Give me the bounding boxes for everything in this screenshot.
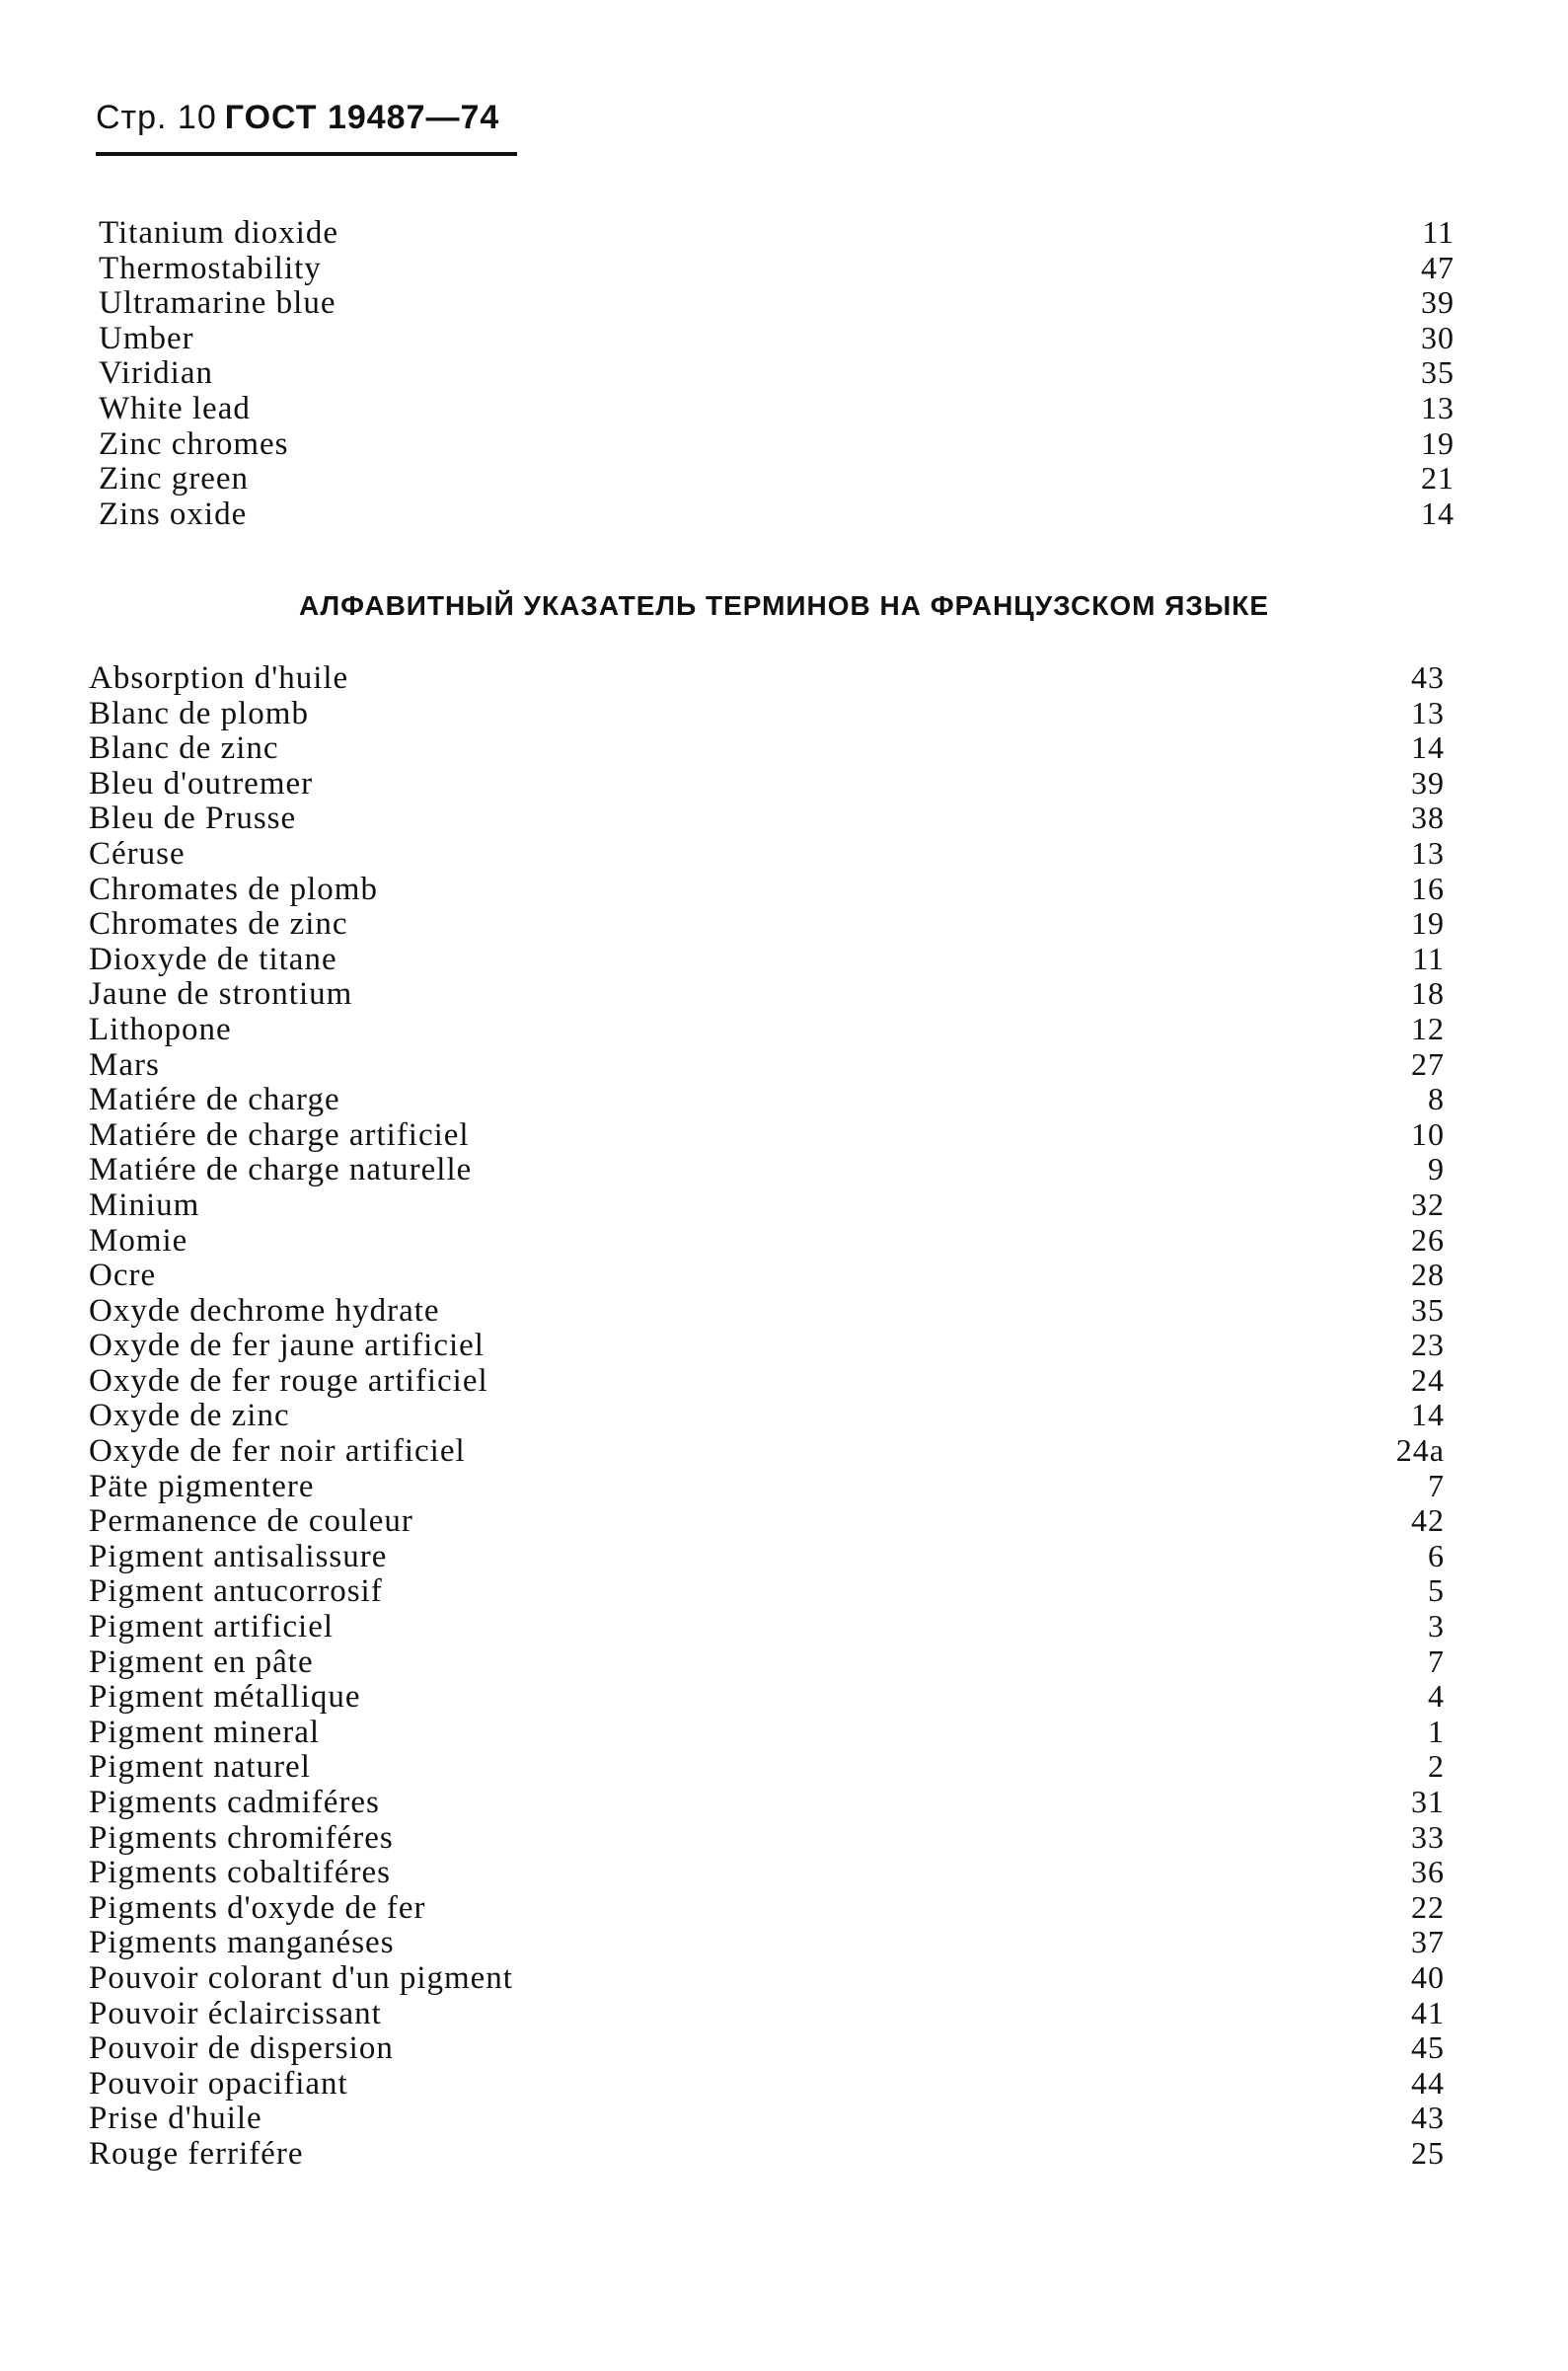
index-term: Pigment en pâte xyxy=(89,1644,314,1680)
index-number: 14 xyxy=(1421,495,1455,531)
index-number: 39 xyxy=(1421,284,1455,321)
index-term: Absorption d'huile xyxy=(89,660,349,696)
index-entry xyxy=(99,426,1455,462)
index-term: Oxyde de fer jaune artificiel xyxy=(89,1328,485,1364)
index-entry xyxy=(99,321,1455,356)
index-number: 6 xyxy=(1428,1537,1445,1573)
index-number: 8 xyxy=(1428,1081,1445,1117)
index-entry xyxy=(89,976,1445,1012)
index-term: Jaune de strontium xyxy=(89,976,353,1013)
index-number: 35 xyxy=(1411,1291,1445,1328)
index-term: Pigment antucorrosif xyxy=(89,1573,383,1610)
index-entry xyxy=(89,1644,1445,1680)
index-term: Pigment artificiel xyxy=(89,1609,335,1645)
index-number: 19 xyxy=(1421,424,1455,461)
index-number: 40 xyxy=(1411,1958,1445,1995)
index-number: 11 xyxy=(1422,214,1455,250)
index-number: 25 xyxy=(1411,2134,1445,2171)
index-number: 2 xyxy=(1428,1748,1445,1785)
index-number: 41 xyxy=(1411,1994,1445,2030)
index-number: 13 xyxy=(1411,834,1445,871)
index-entry xyxy=(89,1539,1445,1574)
index-term: Chromates de zinc xyxy=(89,906,348,943)
english-index-list xyxy=(99,215,1455,531)
index-entry xyxy=(89,1293,1445,1329)
index-term: Dioxyde de titane xyxy=(89,941,337,977)
index-entry xyxy=(89,1820,1445,1856)
index-term: Umber xyxy=(99,320,194,356)
index-term: Pigments cadmiféres xyxy=(89,1785,380,1820)
index-term: Oxyde de fer rouge artificiel xyxy=(89,1362,488,1399)
running-head xyxy=(96,99,499,137)
index-number: 14 xyxy=(1411,1397,1445,1433)
index-number: 24 xyxy=(1411,1361,1445,1398)
index-entry xyxy=(89,1469,1445,1504)
index-entry xyxy=(99,355,1455,391)
index-term: Pigment métallique xyxy=(89,1679,361,1716)
index-entry xyxy=(89,1679,1445,1715)
index-entry xyxy=(89,1715,1445,1750)
index-term: Zins oxide xyxy=(99,496,248,532)
index-entry xyxy=(89,1328,1445,1363)
index-number: 30 xyxy=(1421,319,1455,355)
index-number: 44 xyxy=(1411,2064,1445,2101)
index-entry xyxy=(89,1609,1445,1644)
index-entry xyxy=(89,1258,1445,1293)
index-entry xyxy=(89,1187,1445,1223)
index-entry xyxy=(89,1433,1445,1469)
index-term: Zinc chromes xyxy=(99,425,289,462)
index-term: Matiére de charge naturelle xyxy=(89,1152,473,1188)
index-number: 45 xyxy=(1411,2029,1445,2066)
index-entry xyxy=(89,1785,1445,1820)
index-term: Blanc de zinc xyxy=(89,730,279,767)
index-term: Oxyde dechrome hydrate xyxy=(89,1292,440,1329)
index-number: 43 xyxy=(1411,2100,1445,2136)
index-number: 5 xyxy=(1428,1572,1445,1609)
index-term: Oxyde de fer noir artificiel xyxy=(89,1433,466,1470)
index-term: Ultramarine blue xyxy=(99,285,336,322)
header-rule xyxy=(96,152,517,156)
index-entry xyxy=(89,1223,1445,1259)
index-number: 11 xyxy=(1412,940,1445,976)
index-number: 13 xyxy=(1421,389,1455,425)
index-number: 42 xyxy=(1411,1502,1445,1539)
index-entry xyxy=(89,696,1445,731)
index-term: Ocre xyxy=(89,1258,157,1294)
index-number: 18 xyxy=(1411,975,1445,1012)
index-number: 16 xyxy=(1411,870,1445,906)
index-entry xyxy=(89,906,1445,942)
index-number: 14 xyxy=(1411,729,1445,766)
index-entry xyxy=(89,766,1445,802)
index-number: 37 xyxy=(1411,1924,1445,1960)
index-entry xyxy=(89,1573,1445,1609)
index-entry xyxy=(89,1012,1445,1047)
index-entry xyxy=(89,1749,1445,1785)
index-term: Mars xyxy=(89,1046,160,1083)
index-term: White lead xyxy=(99,390,251,426)
index-term: Blanc de plomb xyxy=(89,695,309,731)
index-entry xyxy=(89,1363,1445,1399)
index-number: 3 xyxy=(1428,1608,1445,1644)
index-number: 43 xyxy=(1411,659,1445,695)
index-term: Pouvoir éclaircissant xyxy=(89,1995,382,2031)
index-term: Minium xyxy=(89,1186,200,1223)
index-number: 38 xyxy=(1411,800,1445,836)
index-term: Pigment antisalissure xyxy=(89,1538,388,1574)
index-entry xyxy=(89,1890,1445,1926)
index-term: Bleu d'outremer xyxy=(89,765,314,802)
index-entry xyxy=(99,461,1455,497)
index-term: Pigment mineral xyxy=(89,1714,321,1750)
index-entry xyxy=(89,942,1445,977)
index-term: Pigment naturel xyxy=(89,1749,311,1786)
standard-number: ГОСТ 19487—74 xyxy=(224,99,500,136)
index-term: Chromates de plomb xyxy=(89,871,378,907)
index-term: Pigments manganéses xyxy=(89,1925,395,1961)
index-number: 23 xyxy=(1411,1327,1445,1363)
index-number: 47 xyxy=(1421,249,1455,285)
index-entry xyxy=(99,497,1455,532)
index-number: 1 xyxy=(1428,1713,1445,1749)
index-entry xyxy=(89,1398,1445,1433)
index-number: 31 xyxy=(1411,1784,1445,1819)
index-number: 35 xyxy=(1421,354,1455,391)
index-term: Viridian xyxy=(99,355,213,392)
index-entry xyxy=(89,2066,1445,2102)
index-entry xyxy=(89,872,1445,907)
index-entry xyxy=(89,801,1445,836)
index-number: 7 xyxy=(1428,1467,1445,1503)
index-term: Pigments cobaltiféres xyxy=(89,1855,392,1891)
index-entry xyxy=(89,1082,1445,1117)
index-term: Pigments chromiféres xyxy=(89,1819,394,1856)
index-term: Zinc green xyxy=(99,461,250,497)
index-term: Matiére de charge artificiel xyxy=(89,1116,470,1153)
index-number: 28 xyxy=(1411,1257,1445,1293)
french-index-list xyxy=(89,660,1445,2172)
index-number: 39 xyxy=(1411,764,1445,801)
index-term: Rouge ferrifére xyxy=(89,2135,304,2172)
index-number: 12 xyxy=(1411,1010,1445,1046)
index-term: Matiére de charge xyxy=(89,1082,340,1118)
index-number: 22 xyxy=(1411,1888,1445,1925)
index-number: 4 xyxy=(1428,1678,1445,1715)
index-number: 10 xyxy=(1411,1115,1445,1152)
index-term: Prise d'huile xyxy=(89,2101,262,2137)
index-term: Permanence de couleur xyxy=(89,1503,413,1540)
index-entry xyxy=(89,1047,1445,1083)
index-term: Pouvoir colorant d'un pigment xyxy=(89,1959,513,1996)
index-term: Lithopone xyxy=(89,1011,232,1047)
index-number: 21 xyxy=(1421,460,1455,497)
index-number: 26 xyxy=(1411,1221,1445,1258)
index-entry xyxy=(89,1925,1445,1960)
index-term: Bleu de Prusse xyxy=(89,801,297,837)
index-entry xyxy=(99,215,1455,251)
index-term: Pouvoir opacifiant xyxy=(89,2065,348,2102)
index-entry xyxy=(89,2136,1445,2172)
index-entry xyxy=(99,391,1455,426)
page-label: Стр. 10 xyxy=(96,99,217,136)
index-number: 7 xyxy=(1428,1643,1445,1679)
index-entry xyxy=(99,251,1455,286)
index-number: 24a xyxy=(1395,1432,1445,1469)
index-entry xyxy=(89,1503,1445,1539)
french-index-title: АЛФАВИТНЫЙ УКАЗАТЕЛЬ ТЕРМИНОВ НА ФРАНЦУЗСКОМ ЯЗЫКЕ xyxy=(298,590,1270,621)
index-entry xyxy=(89,660,1445,696)
index-entry xyxy=(89,2101,1445,2136)
index-entry xyxy=(89,2030,1445,2066)
index-term: Titanium dioxide xyxy=(99,215,339,251)
index-term: Oxyde de zinc xyxy=(89,1398,290,1434)
index-number: 33 xyxy=(1411,1818,1445,1855)
index-term: Pouvoir de dispersion xyxy=(89,2030,394,2067)
index-number: 32 xyxy=(1411,1186,1445,1222)
index-entry xyxy=(89,1855,1445,1890)
index-number: 13 xyxy=(1411,694,1445,730)
index-term: Momie xyxy=(89,1222,188,1259)
index-entry xyxy=(89,1152,1445,1187)
index-number: 27 xyxy=(1411,1045,1445,1082)
index-term: Thermostability xyxy=(99,250,322,286)
index-entry xyxy=(89,730,1445,766)
index-term: Päte pigmentere xyxy=(89,1468,315,1504)
index-term: Céruse xyxy=(89,835,186,872)
index-entry xyxy=(89,1117,1445,1153)
index-term: Pigments d'oxyde de fer xyxy=(89,1889,426,1926)
index-number: 9 xyxy=(1428,1151,1445,1187)
index-number: 19 xyxy=(1411,905,1445,942)
index-entry xyxy=(89,1996,1445,2031)
index-entry xyxy=(89,1960,1445,1996)
index-entry xyxy=(89,836,1445,872)
index-entry xyxy=(99,285,1455,321)
index-number: 36 xyxy=(1411,1854,1445,1890)
